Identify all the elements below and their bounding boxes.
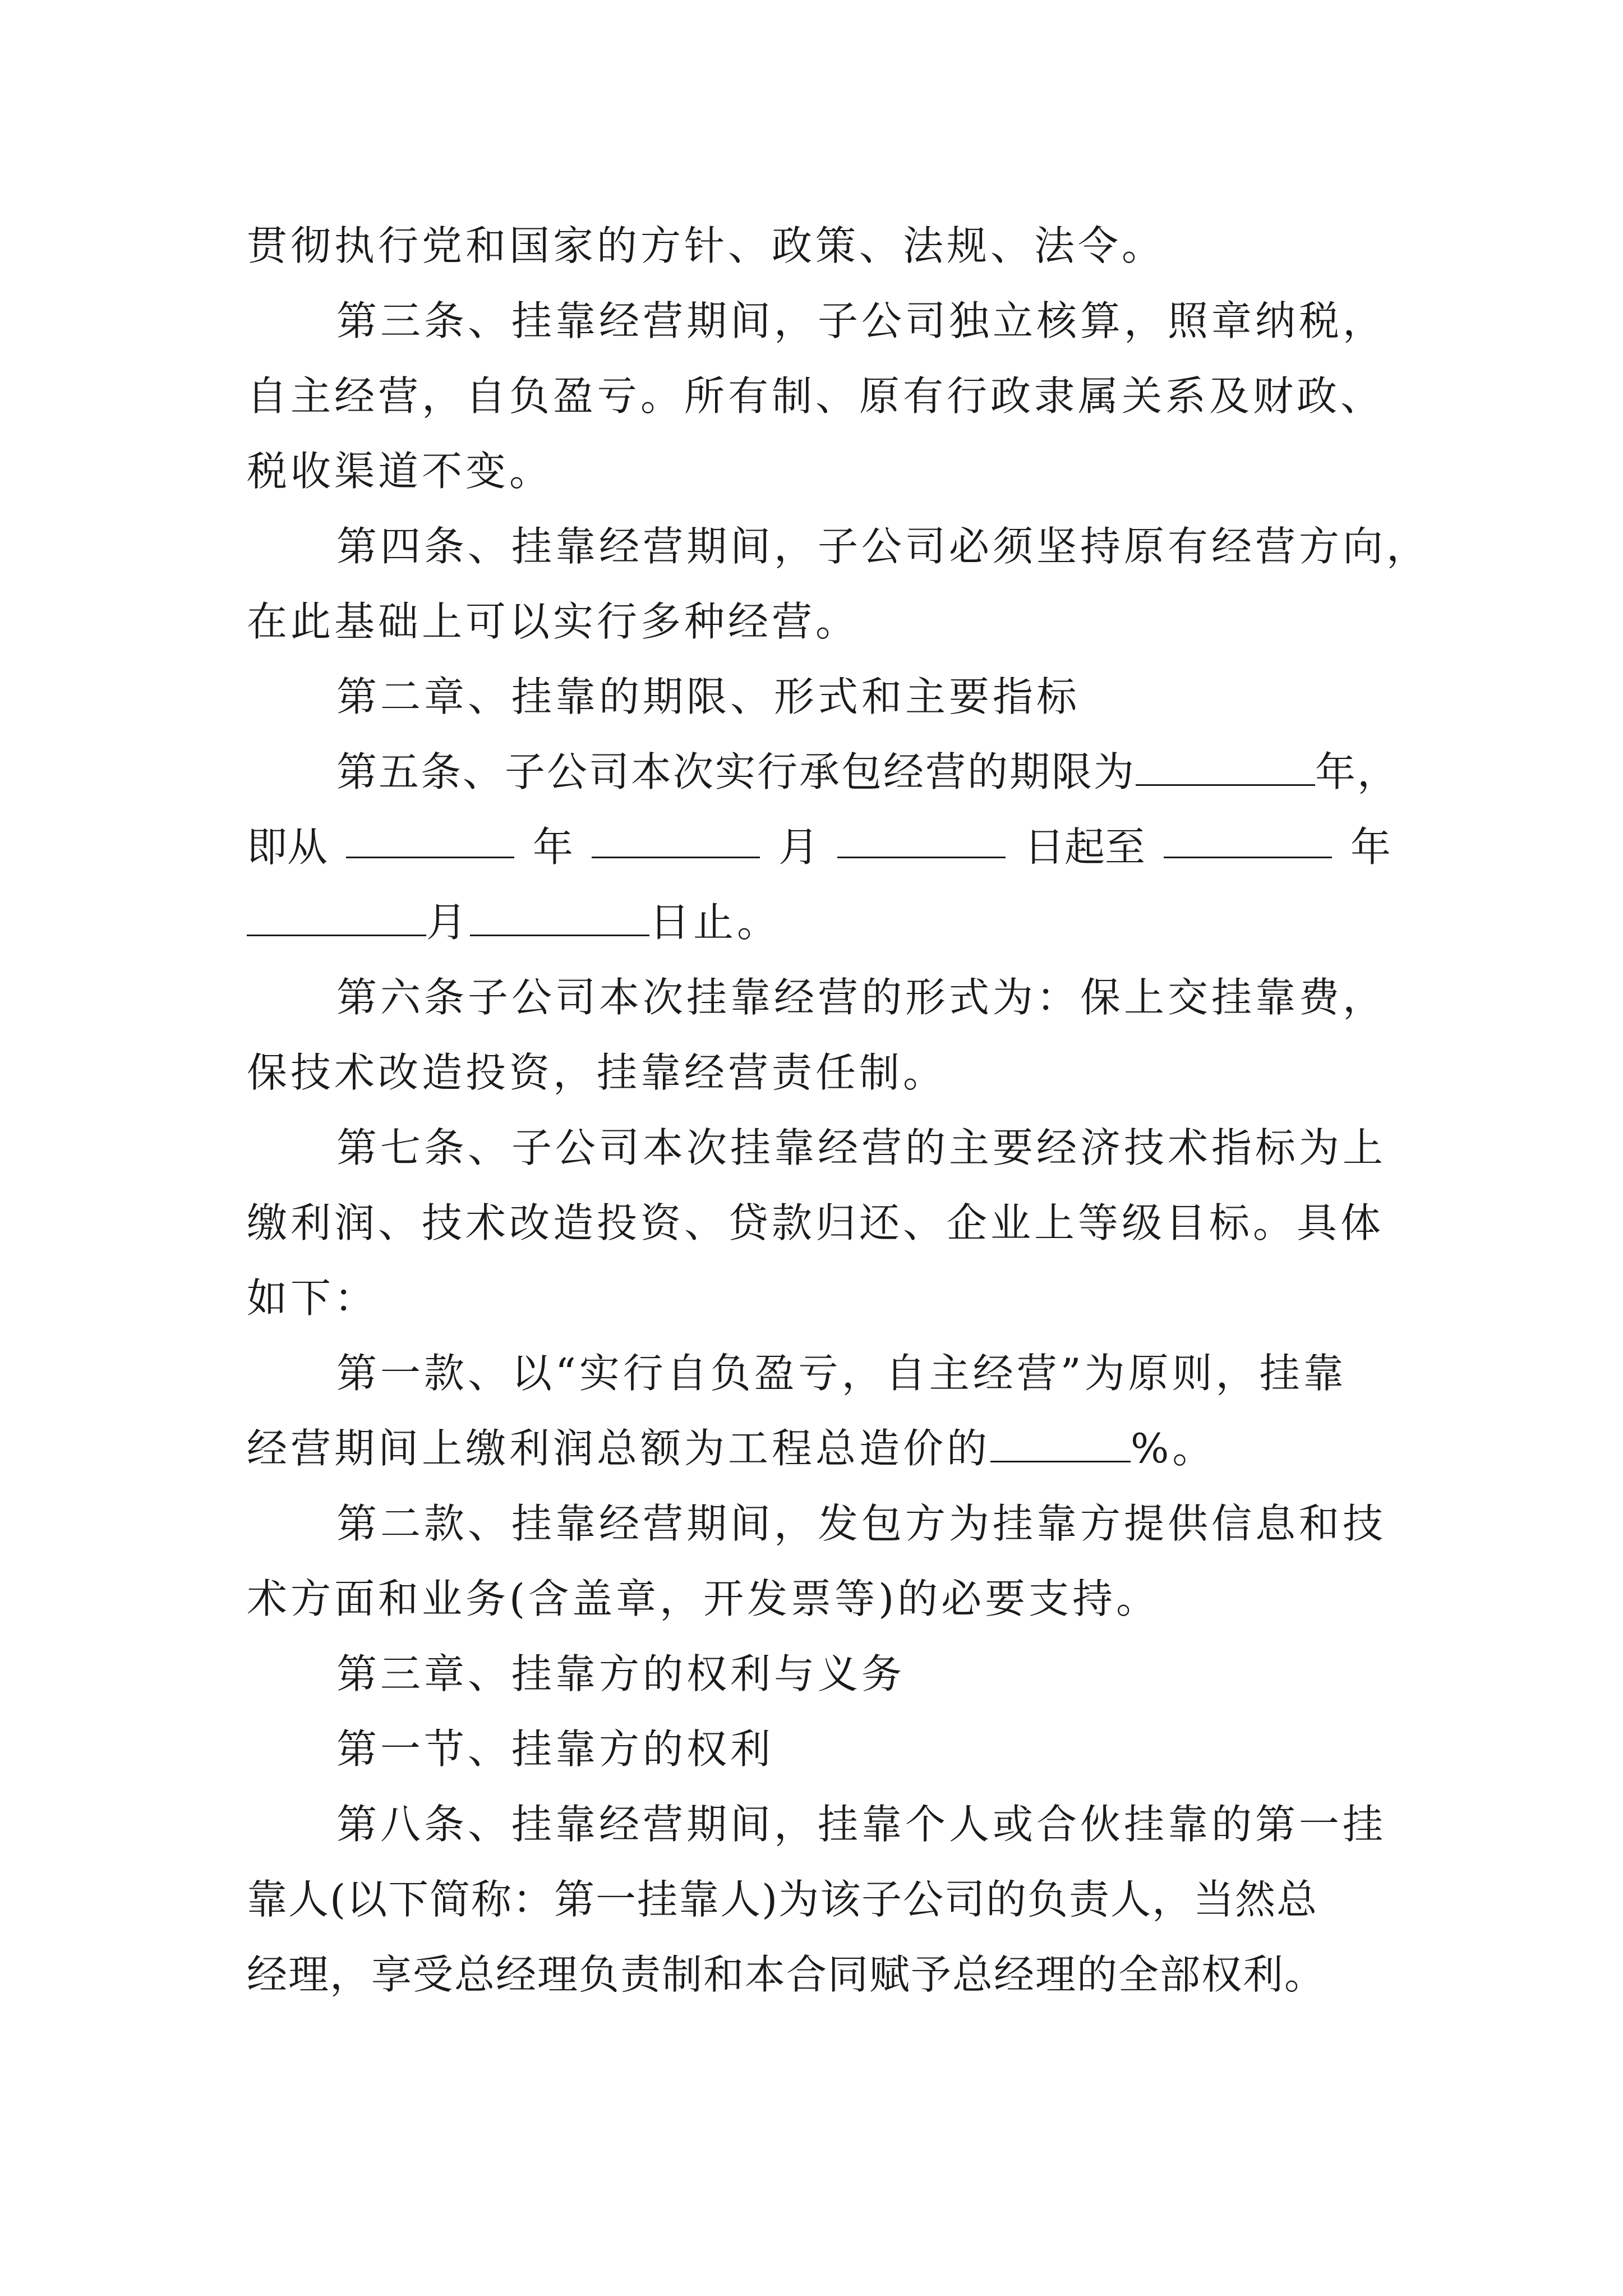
text-line: 税收渠道不变。 [247, 448, 554, 495]
text-span: 日起至 [1023, 823, 1145, 871]
text-line: 经理，享受总经理负责制和本合同赋予总经理的全部权利。 [247, 1951, 1326, 1998]
article-6-line: 第六条子公司本次挂靠经营的形式为：保上交挂靠费， [336, 974, 1387, 1021]
profit-ratio-line [247, 1423, 1391, 1474]
text-line: 贯彻执行党和国家的方针、政策、法规、法令。 [247, 222, 1166, 269]
date-range-line [247, 822, 1391, 872]
text-line: 靠人(以下简称：第一挂靠人)为该子公司的负责人，当然总 [247, 1876, 1318, 1923]
article-3-line: 第三条、挂靠经营期间，子公司独立核算，照章纳税， [336, 297, 1387, 344]
blank-field-term-years [1136, 749, 1315, 786]
blank-field-profit-percent [990, 1426, 1131, 1462]
clause-1-line: 第一款、以“实行自负盈亏，自主经营”为原则，挂靠 [336, 1350, 1347, 1397]
blank-field-start-year [346, 822, 514, 858]
text-span: 日止。 [649, 899, 781, 946]
chapter-2-heading: 第二章、挂靠的期限、形式和主要指标 [336, 673, 1081, 720]
text-span: %。 [1131, 1425, 1216, 1472]
text-line: 保技术改造投资，挂靠经营责任制。 [247, 1049, 947, 1096]
text-line: 自主经营，自负盈亏。所有制、原有行政隶属关系及财政、 [247, 372, 1385, 420]
blank-field-end-month [247, 900, 426, 936]
text-span: 第五条、子公司本次实行承包经营的期限为 [336, 748, 1136, 795]
date-range-line-end [247, 897, 1391, 947]
text-span: 年 [1350, 823, 1391, 871]
chapter-3-heading: 第三章、挂靠方的权利与义务 [336, 1650, 906, 1697]
text-line: 术方面和业务(含盖章，开发票等)的必要支持。 [247, 1575, 1160, 1622]
section-1-heading: 第一节、挂靠方的权利 [336, 1726, 774, 1773]
text-span: 月 [426, 899, 471, 946]
article-8-line: 第八条、挂靠经营期间，挂靠个人或合伙挂靠的第一挂 [336, 1801, 1387, 1848]
text-line: 缴利润、技术改造投资、贷款归还、企业上等级目标。具体 [247, 1199, 1385, 1246]
text-span: 年 [532, 823, 573, 871]
article-5-line [336, 747, 1400, 797]
article-4-line: 第四条、挂靠经营期间，子公司必须坚持原有经营方向， [336, 523, 1431, 570]
text-span: 即从 [247, 823, 328, 871]
text-span: 年， [1315, 748, 1400, 795]
text-span: 月 [778, 823, 819, 871]
blank-field-start-month [592, 822, 760, 858]
blank-field-end-day [470, 900, 649, 936]
article-7-line: 第七条、子公司本次挂靠经营的主要经济技术指标为上 [336, 1124, 1387, 1171]
blank-field-end-year [1164, 822, 1332, 858]
clause-2-line: 第二款、挂靠经营期间，发包方为挂靠方提供信息和技 [336, 1500, 1387, 1547]
text-line: 如下： [247, 1274, 379, 1322]
text-line: 在此基础上可以实行多种经营。 [247, 598, 860, 645]
blank-field-start-day [837, 822, 1006, 858]
text-span: 经营期间上缴利润总额为工程总造价的 [247, 1425, 991, 1472]
